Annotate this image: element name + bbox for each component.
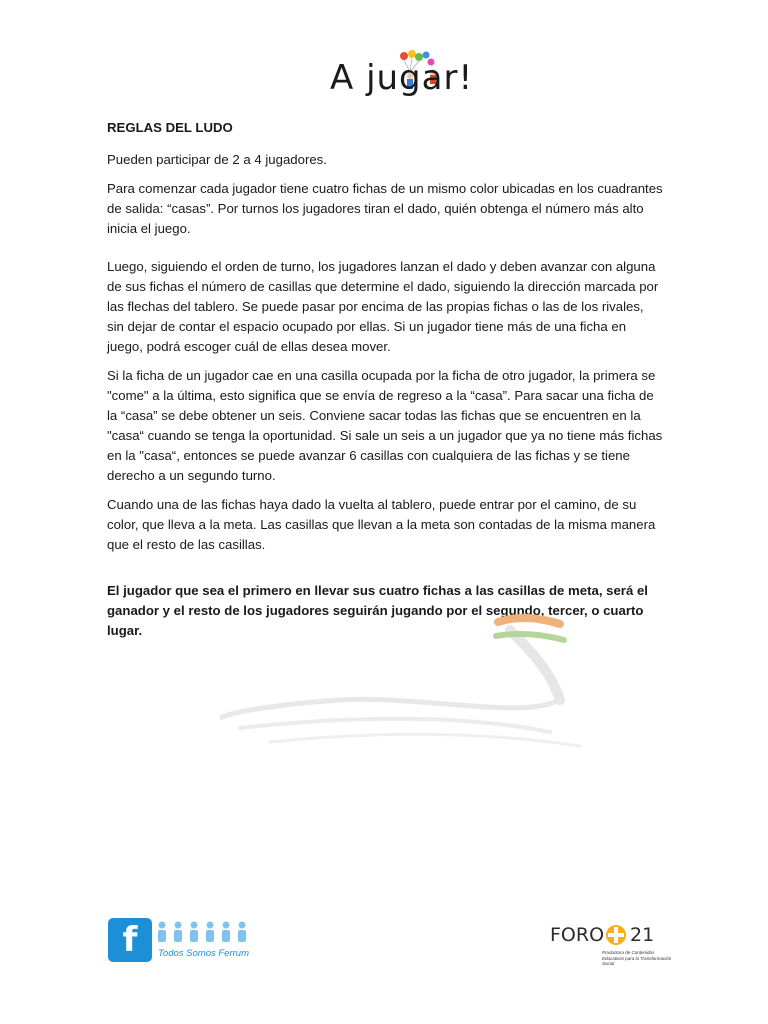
ferrum-logo [108,918,258,966]
paragraph-turns: Luego, siguiendo el orden de turno, los jugadores lanzan el dado y deben avanzar con alguna de sus fichas el número de casillas que determine el dado, siguiendo la dirección marcada por las flechas del tablero. Se puede pasar por encima de las propias fichas o las de los rivales, sin dejar de contar el espacio ocupado por ellas. Si un jugador tiene más de una ficha en juego, podrá escoger cuál de ellas desea mover. [107,259,659,354]
paragraph-goal-path: Cuando una de las fichas haya dado la vuelta al tablero, puede entrar por el camino, de su color, que lleva a la meta. Las casillas que llevan a la meta son contadas de la misma manera que el resto de las casillas. [107,497,656,552]
document-title: REGLAS DEL LUDO [107,120,233,135]
people-icon [156,920,256,946]
logo-text: A jugar! [330,58,474,98]
paragraph-players: Pueden participar de 2 a 4 jugadores. [107,152,327,167]
foro21-logo [550,922,670,968]
paragraph-capture: Si la ficha de un jugador cae en una casilla ocupada por la ficha de otro jugador, la primera se "come" a la última, esto significa que se envía de regreso a la “casa”. Para sacar una ficha de la “casa” se debe obtener un seis. Conviene sacar todas las fichas que se encuentren en la "casa“ cuando se tenga la oportunidad. Si sale un seis a un jugador que ya no tiene más fichas en la "casa“, entonces se puede avanzar 6 casillas con cualquiera de las fichas y se tiene derecho a un segundo turno. [107,368,663,483]
foro-caption: Productora de Contenidos Educativos para la Transformación Social [602,950,672,966]
ferrum-caption: Todos Somos Ferrum [158,948,249,959]
foro-diamond-icon [605,924,627,946]
foro-number: 21 [630,924,655,946]
paragraph-winner: El jugador que sea el primero en llevar sus cuatro fichas a las casillas de meta, será el ganador y el resto de los jugadores seguirán jugando por el segundo, tercer, o cuarto lugar. [107,583,648,638]
decorative-swirl [220,600,620,760]
foro-word: FORO [550,924,605,946]
a-jugar-logo [330,50,474,102]
ferrum-f-icon: f [122,920,138,960]
paragraph-start: Para comenzar cada jugador tiene cuatro fichas de un mismo color ubicadas en los cuadrantes de salida: “casas”. Por turnos los jugadores tiran el dado, quién obtenga el número más alto inicia el juego. [107,181,663,236]
document-body [107,118,663,650]
